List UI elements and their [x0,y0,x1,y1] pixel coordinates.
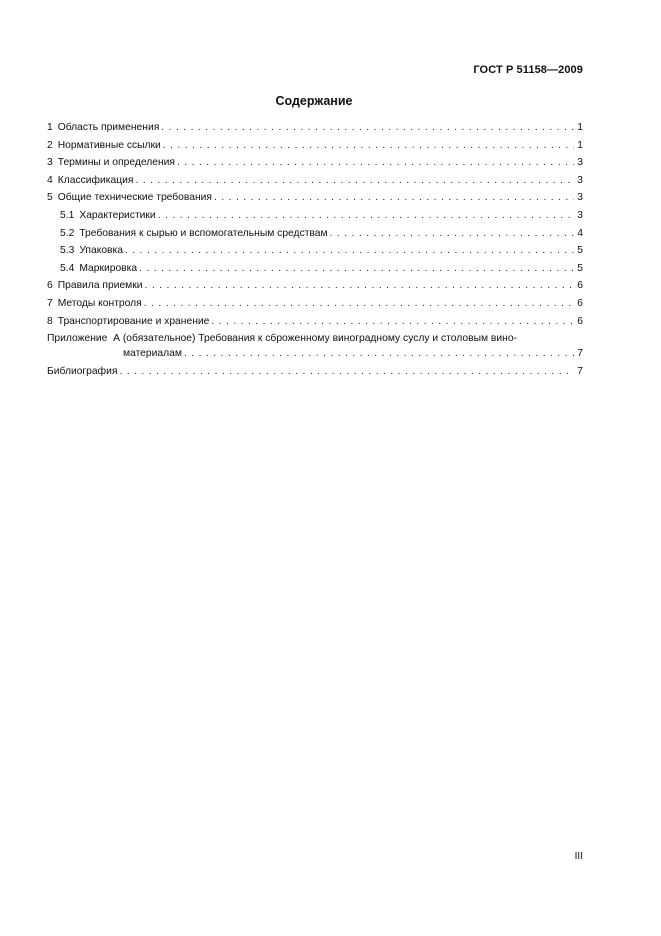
toc-entry-page: 6 [574,279,583,293]
toc-bibliography[interactable] [47,365,583,379]
toc-entry-7[interactable] [47,297,583,311]
toc-entry-1[interactable] [47,121,583,135]
dot-leader [177,156,574,170]
toc-entry-number: 6 [47,280,53,292]
toc-entry-label: Термины и определения [57,157,175,169]
toc-entry-label: Характеристики [79,209,156,221]
dot-leader [158,209,575,223]
toc-entry-page: 5 [574,244,583,258]
toc-entry-3[interactable] [47,156,583,170]
dot-leader [161,121,574,135]
dot-leader [214,191,574,205]
toc-entry-label: Область применения [57,122,160,133]
toc-entry-page: 3 [574,191,583,205]
toc-entry-number: 5.1 [60,209,75,221]
toc-entry-page: 5 [574,262,583,276]
toc-entry-label: Маркировка [79,262,138,274]
dot-leader [139,262,574,276]
table-of-contents [47,121,583,382]
page-number: III [574,851,583,862]
toc-entry-number: 1 [47,122,53,133]
dot-leader [119,365,574,379]
toc-entry-page: 1 [574,121,583,135]
toc-entry-number: 4 [47,174,53,186]
dot-leader [184,347,574,361]
toc-entry-5-4[interactable] [47,262,583,276]
dot-leader [330,227,575,241]
document-code: ГОСТ Р 51158—2009 [473,64,583,76]
toc-entry-number: 3 [47,157,53,169]
dot-leader [145,279,575,293]
toc-entry-page: 3 [574,174,583,188]
toc-entry-label: Классификация [57,174,134,186]
toc-entry-number: 5.4 [60,262,75,274]
toc-entry-label: Нормативные ссылки [57,139,161,151]
toc-entry-number: 5.3 [60,245,75,257]
toc-entry-page: 4 [574,227,583,241]
toc-entry-page: 1 [574,139,583,153]
toc-entry-5-3[interactable] [47,244,583,258]
dot-leader [211,315,574,329]
toc-entry-page: 3 [574,209,583,223]
toc-entry-label: Требования к сырью и вспомогательным средствам [79,227,328,239]
toc-entry-label: Общие технические требования [57,192,212,204]
toc-entry-label: Упаковка [79,245,123,257]
toc-entry-number: 8 [47,315,53,327]
toc-entry-page: 7 [574,365,583,379]
toc-annex-a-line2[interactable] [47,347,583,361]
toc-entry-5-1[interactable] [47,209,583,223]
toc-entry-4[interactable] [47,174,583,188]
toc-entry-6[interactable] [47,279,583,293]
toc-entry-number: 7 [47,297,53,309]
dot-leader [135,174,574,188]
annex-prefix: Приложение [47,333,108,345]
toc-entry-5-2[interactable] [47,227,583,241]
dot-leader [144,297,575,311]
toc-entry-page: 6 [574,297,583,311]
dot-leader [125,244,574,258]
toc-entry-page: 7 [574,347,583,361]
toc-entry-label: Библиография [47,365,118,377]
toc-title: Содержание [275,94,353,108]
toc-entry-label: Правила приемки [57,280,143,292]
toc-entry-8[interactable] [47,315,583,329]
toc-entry-2[interactable] [47,139,583,153]
toc-entry-label: Транспортирование и хранение [57,315,210,327]
toc-entry-number: 5.2 [60,227,75,239]
toc-entry-page: 6 [574,315,583,329]
toc-annex-a-line1[interactable] [47,332,583,346]
toc-entry-number: 5 [47,192,53,204]
toc-entry-5[interactable] [47,191,583,205]
dot-leader [163,139,574,153]
toc-entry-label: Методы контроля [57,297,142,309]
annex-title-continuation: материалам [123,348,182,360]
toc-entry-number: 2 [47,139,53,151]
toc-entry-page: 3 [574,156,583,170]
annex-title: А (обязательное) Требования к сброженному виноградному суслу и столовым вино- [113,333,517,345]
